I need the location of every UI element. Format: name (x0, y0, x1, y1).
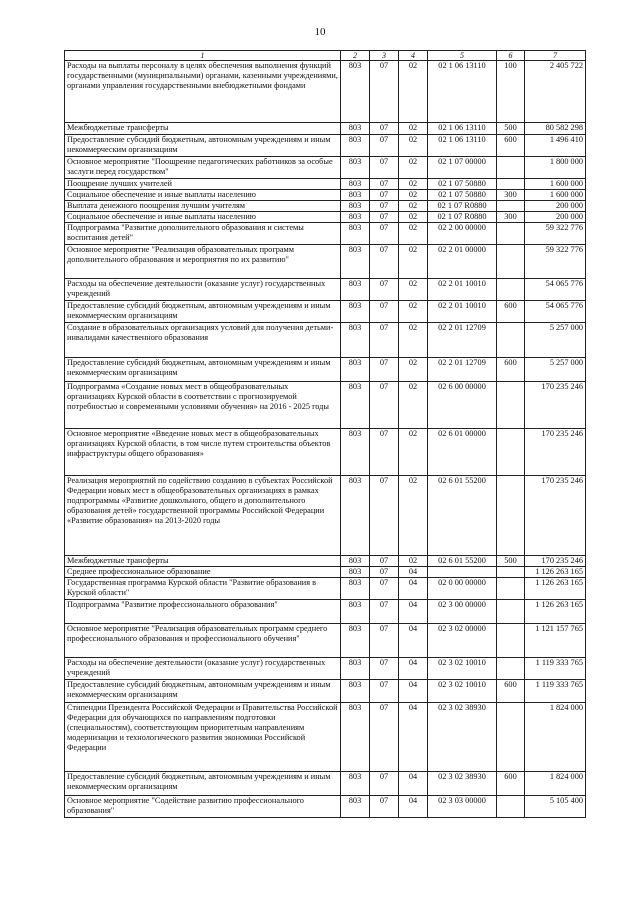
row-grbs: 803 (341, 680, 370, 703)
row-expense-type: 300 (497, 190, 525, 201)
row-target-article: 02 3 00 00000 (428, 600, 497, 624)
row-section: 07 (370, 279, 399, 301)
row-target-article: 02 1 06 13110 (428, 123, 497, 135)
row-section: 07 (370, 212, 399, 223)
row-subsection: 02 (399, 179, 428, 190)
row-subsection: 02 (399, 201, 428, 212)
row-subsection: 02 (399, 358, 428, 382)
header-cell: 3 (370, 51, 399, 61)
row-subsection: 02 (399, 556, 428, 567)
table-row (65, 190, 586, 201)
page-number: 10 (314, 26, 326, 38)
table-row (65, 796, 586, 818)
row-subsection: 04 (399, 658, 428, 680)
row-target-article: 02 3 02 38930 (428, 703, 497, 772)
row-subsection: 04 (399, 578, 428, 600)
row-grbs: 803 (341, 578, 370, 600)
row-grbs: 803 (341, 135, 370, 157)
row-amount: 170 235 246 (525, 476, 586, 556)
row-expense-type: 600 (497, 772, 525, 796)
row-section: 07 (370, 201, 399, 212)
row-section: 07 (370, 703, 399, 772)
row-name: Межбюджетные трансферты (65, 556, 341, 567)
row-grbs: 803 (341, 600, 370, 624)
table-row (65, 245, 586, 279)
row-name: Предоставление субсидий бюджетным, автономным учреждениям и иным некоммерческим организациям (65, 680, 341, 703)
row-expense-type (497, 157, 525, 179)
row-section: 07 (370, 135, 399, 157)
row-amount: 1 824 000 (525, 703, 586, 772)
row-section: 07 (370, 796, 399, 818)
row-amount: 59 322 776 (525, 223, 586, 245)
row-expense-type (497, 624, 525, 658)
row-subsection: 04 (399, 680, 428, 703)
row-amount: 1 600 000 (525, 179, 586, 190)
row-expense-type (497, 245, 525, 279)
row-amount: 80 582 298 (525, 123, 586, 135)
row-section: 07 (370, 245, 399, 279)
row-section: 07 (370, 429, 399, 476)
row-grbs: 803 (341, 157, 370, 179)
row-subsection: 04 (399, 796, 428, 818)
table-row (65, 301, 586, 323)
table-row (65, 772, 586, 796)
row-section: 07 (370, 301, 399, 323)
row-subsection: 02 (399, 245, 428, 279)
row-subsection: 04 (399, 703, 428, 772)
row-section: 07 (370, 358, 399, 382)
row-name: Предоставление субсидий бюджетным, автономным учреждениям и иным некоммерческим организациям (65, 772, 341, 796)
row-target-article: 02 1 06 13110 (428, 135, 497, 157)
table-row (65, 61, 586, 123)
row-name: Подпрограмма «Создание новых мест в общеобразовательных организациях Курской области в соответствии с прогнозируемой потребностью и современными условиями обучения» на 2016 - 2025 годы (65, 382, 341, 429)
row-amount: 59 322 776 (525, 245, 586, 279)
row-expense-type (497, 600, 525, 624)
row-amount: 170 235 246 (525, 382, 586, 429)
row-subsection: 02 (399, 123, 428, 135)
row-grbs: 803 (341, 323, 370, 358)
row-grbs: 803 (341, 123, 370, 135)
table-row (65, 680, 586, 703)
row-expense-type: 600 (497, 135, 525, 157)
row-name: Предоставление субсидий бюджетным, автономным учреждениям и иным некоммерческим организациям (65, 135, 341, 157)
row-target-article: 02 0 00 00000 (428, 578, 497, 600)
row-section: 07 (370, 157, 399, 179)
table-row (65, 382, 586, 429)
row-section: 07 (370, 658, 399, 680)
row-amount: 200 000 (525, 201, 586, 212)
row-grbs: 803 (341, 201, 370, 212)
header-cell: 6 (497, 51, 525, 61)
row-name: Государственная программа Курской области "Развитие образования в Курской области" (65, 578, 341, 600)
row-target-article: 02 2 01 12709 (428, 358, 497, 382)
header-cell: 7 (525, 51, 586, 61)
row-name: Социальное обеспечение и иные выплаты населению (65, 190, 341, 201)
table-header-row (65, 51, 586, 61)
row-grbs: 803 (341, 245, 370, 279)
row-name: Расходы на выплаты персоналу в целях обеспечения выполнения функций государственными (муниципальными) органами, казенными учреждениями, органами управления государственными внебюджетными фондами (65, 61, 341, 123)
row-target-article: 02 3 02 10010 (428, 658, 497, 680)
header-cell: 5 (428, 51, 497, 61)
row-amount: 5 257 000 (525, 323, 586, 358)
row-grbs: 803 (341, 703, 370, 772)
row-amount: 1 800 000 (525, 157, 586, 179)
table-row (65, 358, 586, 382)
header-cell: 4 (399, 51, 428, 61)
row-subsection: 02 (399, 190, 428, 201)
table-row (65, 600, 586, 624)
row-subsection: 02 (399, 212, 428, 223)
row-section: 07 (370, 476, 399, 556)
row-expense-type: 500 (497, 123, 525, 135)
row-expense-type: 300 (497, 212, 525, 223)
row-section: 07 (370, 772, 399, 796)
row-expense-type (497, 382, 525, 429)
row-expense-type (497, 201, 525, 212)
row-expense-type: 600 (497, 358, 525, 382)
row-name: Межбюджетные трансферты (65, 123, 341, 135)
row-expense-type (497, 323, 525, 358)
table-row (65, 123, 586, 135)
row-expense-type (497, 179, 525, 190)
table-row (65, 179, 586, 190)
row-grbs: 803 (341, 382, 370, 429)
row-grbs: 803 (341, 279, 370, 301)
row-section: 07 (370, 61, 399, 123)
row-expense-type (497, 658, 525, 680)
row-amount: 2 405 722 (525, 61, 586, 123)
table-row (65, 323, 586, 358)
row-subsection: 04 (399, 600, 428, 624)
table-row (65, 703, 586, 772)
row-name: Расходы на обеспечение деятельности (оказание услуг) государственных учреждений (65, 279, 341, 301)
table-row (65, 556, 586, 567)
row-expense-type: 100 (497, 61, 525, 123)
row-section: 07 (370, 600, 399, 624)
row-amount: 1 119 333 765 (525, 680, 586, 703)
row-name: Реализация мероприятий по содействию созданию в субъектах Российской Федерации новых мест в общеобразовательных организациях в рамках подпрограммы «Развитие дошкольного, общего и дополнительного образования детей» государственной программы Российской Федерации «Развитие образования» на 2013-2020 годы (65, 476, 341, 556)
row-target-article: 02 1 07 50880 (428, 179, 497, 190)
table-row (65, 476, 586, 556)
row-name: Подпрограмма "Развитие дополнительного образования и системы воспитания детей" (65, 223, 341, 245)
row-expense-type: 600 (497, 301, 525, 323)
row-grbs: 803 (341, 190, 370, 201)
row-target-article: 02 1 07 00000 (428, 157, 497, 179)
row-expense-type: 500 (497, 556, 525, 567)
row-expense-type (497, 429, 525, 476)
row-expense-type (497, 578, 525, 600)
table-row (65, 567, 586, 578)
row-section: 07 (370, 624, 399, 658)
row-grbs: 803 (341, 223, 370, 245)
row-target-article: 02 3 02 00000 (428, 624, 497, 658)
row-grbs: 803 (341, 358, 370, 382)
row-target-article: 02 2 01 12709 (428, 323, 497, 358)
table-row (65, 157, 586, 179)
row-subsection: 02 (399, 323, 428, 358)
row-subsection: 02 (399, 279, 428, 301)
row-subsection: 02 (399, 223, 428, 245)
row-target-article: 02 2 01 00000 (428, 245, 497, 279)
row-amount: 170 235 246 (525, 556, 586, 567)
row-target-article: 02 2 00 00000 (428, 223, 497, 245)
row-name: Предоставление субсидий бюджетным, автономным учреждениям и иным некоммерческим организациям (65, 301, 341, 323)
row-name: Основное мероприятие "Поощрение педагогических работников за особые заслуги перед государством" (65, 157, 341, 179)
row-expense-type (497, 279, 525, 301)
row-grbs: 803 (341, 212, 370, 223)
row-subsection: 02 (399, 429, 428, 476)
row-amount: 5 105 400 (525, 796, 586, 818)
row-name: Основное мероприятие «Введение новых мест в общеобразовательных организациях Курской области, в том числе путем строительства объектов инфраструктуры общего образования» (65, 429, 341, 476)
row-name: Основное мероприятие "Реализация образовательных программ среднего профессионального образования и профессионального обучения" (65, 624, 341, 658)
row-expense-type (497, 796, 525, 818)
row-target-article: 02 6 01 55200 (428, 476, 497, 556)
row-target-article: 02 1 07 R0880 (428, 212, 497, 223)
row-section: 07 (370, 382, 399, 429)
row-target-article (428, 567, 497, 578)
row-expense-type (497, 567, 525, 578)
row-subsection: 02 (399, 157, 428, 179)
row-subsection: 04 (399, 772, 428, 796)
row-amount: 1 126 263 165 (525, 567, 586, 578)
row-name: Основное мероприятие "Содействие развитию профессионального образования" (65, 796, 341, 818)
row-section: 07 (370, 323, 399, 358)
row-expense-type (497, 476, 525, 556)
row-target-article: 02 6 00 00000 (428, 382, 497, 429)
row-amount: 54 065 776 (525, 301, 586, 323)
row-target-article: 02 1 06 13110 (428, 61, 497, 123)
row-target-article: 02 2 01 10010 (428, 301, 497, 323)
row-grbs: 803 (341, 429, 370, 476)
row-name: Предоставление субсидий бюджетным, автономным учреждениям и иным некоммерческим организациям (65, 358, 341, 382)
row-amount: 170 235 246 (525, 429, 586, 476)
table-row (65, 279, 586, 301)
row-name: Социальное обеспечение и иные выплаты населению (65, 212, 341, 223)
table-row (65, 135, 586, 157)
table-row (65, 578, 586, 600)
table-row (65, 212, 586, 223)
row-name: Расходы на обеспечение деятельности (оказание услуг) государственных учреждений (65, 658, 341, 680)
row-subsection: 02 (399, 61, 428, 123)
budget-table (64, 50, 586, 818)
row-expense-type (497, 703, 525, 772)
row-grbs: 803 (341, 179, 370, 190)
row-amount: 1 121 157 765 (525, 624, 586, 658)
header-cell: 1 (65, 51, 341, 61)
row-subsection: 04 (399, 567, 428, 578)
row-amount: 54 065 776 (525, 279, 586, 301)
table-row (65, 658, 586, 680)
row-name: Поощрение лучших учителей (65, 179, 341, 190)
table-row (65, 201, 586, 212)
row-subsection: 02 (399, 135, 428, 157)
row-amount: 1 824 000 (525, 772, 586, 796)
table-row (65, 624, 586, 658)
row-grbs: 803 (341, 301, 370, 323)
row-name: Подпрограмма "Развитие профессионального образования" (65, 600, 341, 624)
row-subsection: 02 (399, 476, 428, 556)
table-row (65, 223, 586, 245)
row-target-article: 02 3 02 10010 (428, 680, 497, 703)
table-row (65, 429, 586, 476)
row-amount: 1 126 263 165 (525, 600, 586, 624)
row-section: 07 (370, 680, 399, 703)
row-target-article: 02 6 01 55200 (428, 556, 497, 567)
header-cell: 2 (341, 51, 370, 61)
row-name: Основное мероприятие "Реализация образовательных программ дополнительного образования и мероприятия по их развитию" (65, 245, 341, 279)
row-section: 07 (370, 578, 399, 600)
row-grbs: 803 (341, 772, 370, 796)
row-target-article: 02 2 01 10010 (428, 279, 497, 301)
row-section: 07 (370, 179, 399, 190)
row-section: 07 (370, 223, 399, 245)
row-name: Создание в образовательных организациях условий для получения детьми-инвалидами качественного образования (65, 323, 341, 358)
row-grbs: 803 (341, 624, 370, 658)
row-amount: 1 600 000 (525, 190, 586, 201)
row-grbs: 803 (341, 796, 370, 818)
row-grbs: 803 (341, 567, 370, 578)
row-section: 07 (370, 567, 399, 578)
row-target-article: 02 1 07 R0880 (428, 201, 497, 212)
row-grbs: 803 (341, 658, 370, 680)
row-name: Стипендии Президента Российской Федерации и Правительства Российской Федерации для обучающихся по направлениям подготовки (специальностям), соответствующим приоритетным направлениям модернизации и технологического развития экономики Российской Федерации (65, 703, 341, 772)
row-amount: 5 257 000 (525, 358, 586, 382)
row-section: 07 (370, 556, 399, 567)
row-amount: 1 126 263 165 (525, 578, 586, 600)
row-amount: 1 119 333 765 (525, 658, 586, 680)
row-name: Выплата денежного поощрения лучшим учителям (65, 201, 341, 212)
row-target-article: 02 6 01 00000 (428, 429, 497, 476)
row-subsection: 02 (399, 301, 428, 323)
row-expense-type: 600 (497, 680, 525, 703)
row-grbs: 803 (341, 476, 370, 556)
row-grbs: 803 (341, 556, 370, 567)
row-subsection: 02 (399, 382, 428, 429)
row-subsection: 04 (399, 624, 428, 658)
row-target-article: 02 3 03 00000 (428, 796, 497, 818)
row-section: 07 (370, 190, 399, 201)
row-name: Среднее профессиональное образование (65, 567, 341, 578)
row-amount: 1 496 410 (525, 135, 586, 157)
row-grbs: 803 (341, 61, 370, 123)
row-target-article: 02 3 02 38930 (428, 772, 497, 796)
row-target-article: 02 1 07 50880 (428, 190, 497, 201)
row-expense-type (497, 223, 525, 245)
row-amount: 200 000 (525, 212, 586, 223)
row-section: 07 (370, 123, 399, 135)
